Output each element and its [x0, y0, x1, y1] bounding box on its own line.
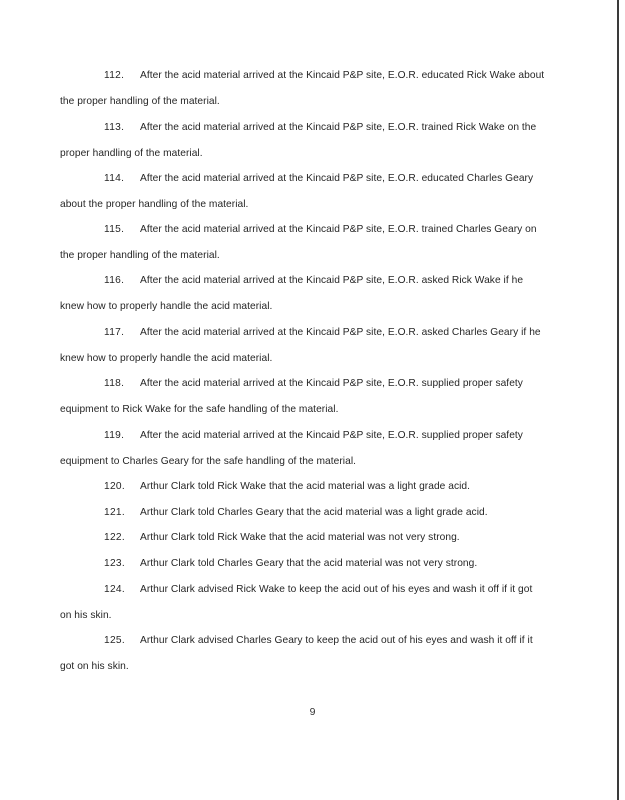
paragraph-number: 122.	[104, 532, 126, 543]
paragraph-number: 120.	[104, 481, 126, 492]
paragraph-text: After the acid material arrived at the Kincaid P&P site, E.O.R. asked Charles Geary if he knew how to properly handle the acid material.	[60, 327, 541, 364]
paragraph-number: 115.	[104, 224, 125, 235]
paragraph-number: 112.	[104, 70, 125, 81]
paragraph-text: Arthur Clark told Charles Geary that the acid material was a light grade acid.	[140, 507, 488, 518]
paragraph-text: After the acid material arrived at the Kincaid P&P site, E.O.R. educated Charles Geary about the proper handling of the material.	[60, 173, 534, 210]
paragraph-text: After the acid material arrived at the Kincaid P&P site, E.O.R. educated Rick Wake about the proper handling of the material.	[60, 70, 545, 107]
paragraph-117	[60, 320, 546, 371]
paragraph-text: Arthur Clark told Rick Wake that the acid material was a light grade acid.	[140, 481, 471, 492]
paragraph-text: Arthur Clark told Rick Wake that the acid material was not very strong.	[140, 532, 460, 543]
paragraph-125	[60, 628, 546, 679]
paragraph-text: After the acid material arrived at the Kincaid P&P site, E.O.R. trained Rick Wake on the proper handling of the material.	[60, 122, 537, 159]
paragraph-number: 124.	[104, 584, 126, 595]
paragraph-112	[60, 63, 546, 114]
paragraph-119	[60, 423, 546, 474]
paragraph-number: 125.	[104, 635, 126, 646]
paragraph-number: 121.	[104, 507, 126, 518]
paragraph-116	[60, 268, 546, 319]
paragraph-text: Arthur Clark advised Rick Wake to keep the acid out of his eyes and wash it off if it got on his skin.	[60, 584, 533, 621]
paragraph-number: 123.	[104, 558, 126, 569]
paragraph-124	[60, 577, 546, 628]
paragraph-number: 117.	[104, 327, 125, 338]
paragraph-text: After the acid material arrived at the Kincaid P&P site, E.O.R. trained Charles Geary on the proper handling of the material.	[60, 224, 537, 261]
paragraph-114	[60, 166, 546, 217]
paragraph-text: After the acid material arrived at the Kincaid P&P site, E.O.R. supplied proper safety equipment to Rick Wake for the safe handling of the material.	[60, 378, 523, 415]
paragraph-number: 114.	[104, 173, 125, 184]
paragraph-number: 118.	[104, 378, 125, 389]
paragraph-115	[60, 217, 546, 268]
paragraph-number: 113.	[104, 122, 125, 133]
paragraph-113	[60, 115, 546, 166]
paragraph-121	[60, 500, 546, 526]
paragraph-text: After the acid material arrived at the Kincaid P&P site, E.O.R. asked Rick Wake if he knew how to properly handle the acid material.	[60, 275, 524, 312]
page-edge-rule	[617, 0, 619, 800]
paragraph-text: After the acid material arrived at the Kincaid P&P site, E.O.R. supplied proper safety equipment to Charles Geary for the safe handling of the material.	[60, 430, 523, 467]
paragraph-118	[60, 371, 546, 422]
paragraph-number: 116.	[104, 275, 125, 286]
paragraph-120	[60, 474, 546, 500]
paragraph-text: Arthur Clark told Charles Geary that the acid material was not very strong.	[140, 558, 478, 569]
paragraph-number: 119.	[104, 430, 125, 441]
page-number: 9	[309, 706, 316, 718]
paragraph-text: Arthur Clark advised Charles Geary to keep the acid out of his eyes and wash it off if it got on his skin.	[60, 635, 533, 672]
paragraph-122	[60, 525, 546, 551]
paragraph-123	[60, 551, 546, 577]
